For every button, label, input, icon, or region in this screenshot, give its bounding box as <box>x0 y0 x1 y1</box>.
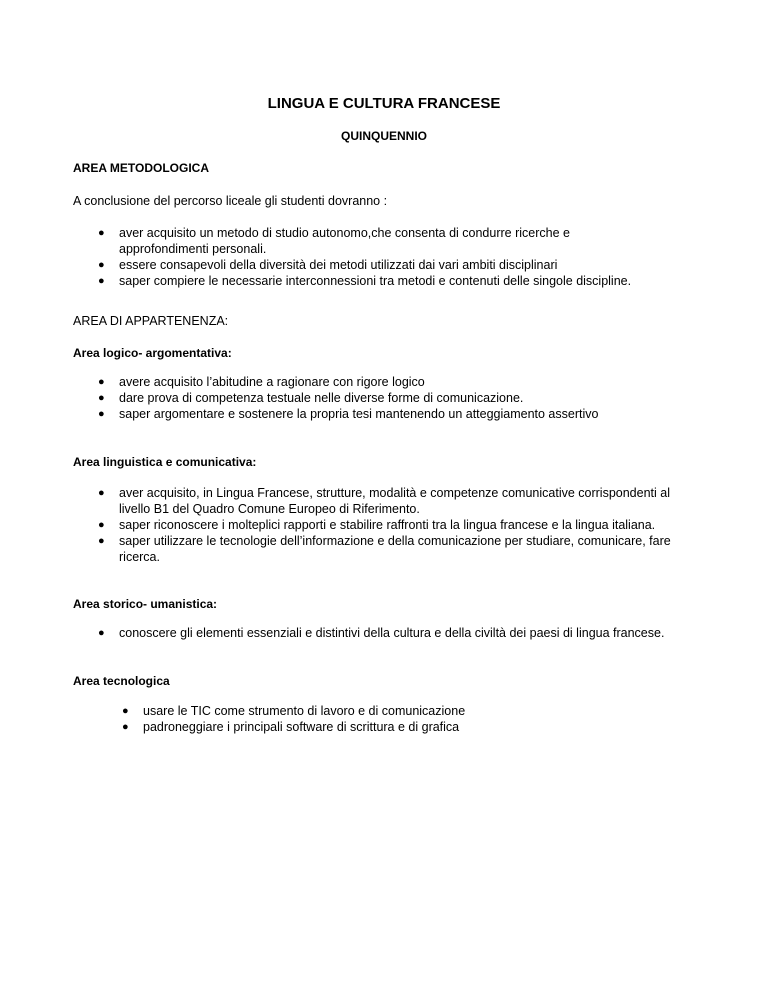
list-item-text: saper utilizzare le tecnologie dell’informazione e della comunicazione per studiare, comunicare, fare ricerca. <box>119 534 671 564</box>
list-item <box>98 625 719 641</box>
list-item <box>122 703 723 719</box>
page-title: LINGUA E CULTURA FRANCESE <box>267 95 501 112</box>
bullet-icon: ● <box>98 392 105 404</box>
list-item-text: conoscere gli elementi essenziali e distintivi della cultura e della civiltà dei paesi di lingua francese. <box>119 626 665 640</box>
bullet-icon: ● <box>98 627 105 639</box>
heading-area-appartenenza: AREA DI APPARTENENZA: <box>73 314 229 328</box>
heading-area-storico: Area storico- umanistica: <box>73 597 218 611</box>
heading-area-tecnologica: Area tecnologica <box>73 674 170 688</box>
list-item-text: saper riconoscere i molteplici rapporti e stabilire raffronti tra la lingua francese e la lingua italiana. <box>119 518 656 532</box>
bullet-icon: ● <box>98 376 105 388</box>
intro-text: A conclusione del percorso liceale gli studenti dovranno : <box>73 194 388 208</box>
bullet-icon: ● <box>122 705 129 717</box>
bullet-icon: ● <box>98 487 105 499</box>
list-item <box>98 273 719 289</box>
list-item-text: usare le TIC come strumento di lavoro e di comunicazione <box>143 704 466 718</box>
list-storico <box>98 625 719 641</box>
list-item <box>98 485 699 517</box>
list-item-text: essere consapevoli della diversità dei metodi utilizzati dai vari ambiti disciplinari <box>119 258 558 272</box>
heading-area-linguistica: Area linguistica e comunicativa: <box>73 455 257 469</box>
list-item-text: saper argomentare e sostenere la propria tesi mantenendo un atteggiamento assertivo <box>119 407 599 421</box>
list-logico <box>98 374 719 422</box>
list-item <box>98 390 719 406</box>
bullet-icon: ● <box>122 721 129 733</box>
list-item <box>98 517 719 533</box>
bullet-icon: ● <box>98 259 105 271</box>
list-tecnologica <box>122 703 723 735</box>
bullet-icon: ● <box>98 275 105 287</box>
list-item-text: aver acquisito, in Lingua Francese, strutture, modalità e competenze comunicative corrispondenti al livello B1 del Quadro Comune Europeo di Riferimento. <box>119 486 670 516</box>
list-item-text: avere acquisito l’abitudine a ragionare con rigore logico <box>119 375 425 389</box>
list-item-text: aver acquisito un metodo di studio autonomo,che consenta di condurre ricerche e approfondimenti personali. <box>119 226 570 256</box>
list-item <box>98 225 619 257</box>
list-item <box>98 257 719 273</box>
heading-area-metodologica: AREA METODOLOGICA <box>73 161 210 175</box>
list-item <box>98 406 719 422</box>
bullet-icon: ● <box>98 519 105 531</box>
list-item <box>122 719 723 735</box>
bullet-icon: ● <box>98 408 105 420</box>
list-metodologica <box>98 225 719 289</box>
bullet-icon: ● <box>98 227 105 239</box>
list-linguistica <box>98 485 719 565</box>
list-item-text: saper compiere le necessarie interconnessioni tra metodi e contenuti delle singole discipline. <box>119 274 632 288</box>
list-item <box>98 374 719 390</box>
heading-area-logico: Area logico- argomentativa: <box>73 346 232 360</box>
list-item <box>98 533 699 565</box>
list-item-text: padroneggiare i principali software di scrittura e di grafica <box>143 720 460 734</box>
list-item-text: dare prova di competenza testuale nelle diverse forme di comunicazione. <box>119 391 524 405</box>
bullet-icon: ● <box>98 535 105 547</box>
page-subtitle: QUINQUENNIO <box>340 129 427 143</box>
